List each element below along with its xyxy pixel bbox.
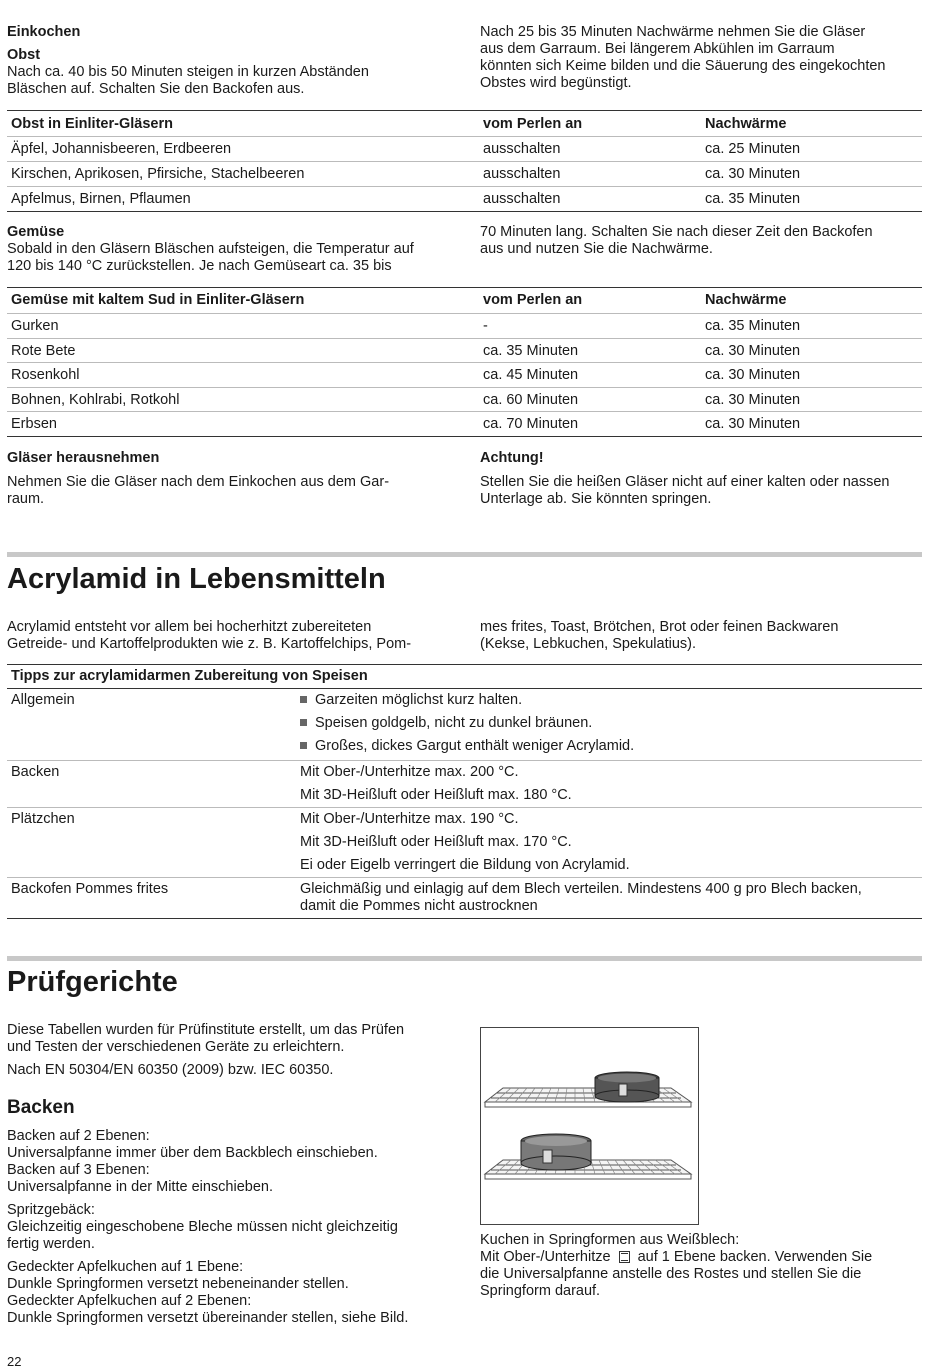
lower-springform [521,1134,591,1170]
table-cell: ca. 30 Minuten [701,162,922,187]
backen-line: Backen auf 3 Ebenen: [7,1162,150,1178]
line-text: Mit 3D-Heißluft oder Heißluft max. 170 °C. [300,834,572,850]
table-header: vom Perlen an [483,292,583,308]
gemuese-text-1: Sobald in den Gläsern Bläschen aufsteigen, die Temperatur auf [7,241,414,257]
gemuese-left [7,224,457,275]
section-divider [7,552,922,557]
table-row [7,412,922,437]
line-text: Gleichmäßig und einlagig auf dem Blech verteilen. Mindestens 400 g pro Blech backen, [300,881,862,897]
table-row-content [296,878,922,919]
page-number: 22 [7,1354,22,1369]
caption-text: auf 1 Ebene backen. Verwenden Sie [637,1249,873,1265]
acrylamid-text-4: (Kekse, Lebkuchen, Spekulatius). [480,636,697,652]
table-cell: ca. 30 Minuten [701,412,922,437]
achtung-heading: Achtung! [480,450,544,466]
caption-line: die Universalpfanne anstelle des Rostes und stellen Sie die [480,1266,862,1282]
table-row [7,187,922,212]
spritz-line: fertig werden. [7,1236,95,1252]
acrylamid-right [480,619,925,653]
caption-line [480,1249,925,1266]
table-cell: Rote Bete [7,338,479,363]
spritz-line: Gleichzeitig eingeschobene Bleche müssen nicht gleichzeitig [7,1219,398,1235]
table-cell: ca. 35 Minuten [479,338,701,363]
nachwaerme-text-3: könnten sich Keime bilden und die Säuerung des eingekochten [480,58,886,74]
backen-line: Universalpfanne in der Mitte einschieben. [7,1179,273,1195]
caption-line: Kuchen in Springformen aus Weißblech: [480,1232,740,1248]
spritz-line: Spritzgebäck: [7,1202,95,1218]
top-bottom-heat-icon [619,1251,630,1263]
table-row [7,689,922,761]
table-cell: ca. 70 Minuten [479,412,701,437]
table-header-row [7,665,922,689]
table-header: Obst in Einliter-Gläsern [11,116,173,132]
acrylamid-title: Acrylamid in Lebensmitteln [7,563,386,595]
list-item-text: Garzeiten möglichst kurz halten. [315,692,523,708]
apfel-line: Dunkle Springformen versetzt nebeneinander stellen. [7,1276,349,1292]
nachwaerme-text-4: Obstes wird begünstigt. [480,75,632,91]
glaeser-heading: Gläser herausnehmen [7,450,160,466]
table-header: Gemüse mit kaltem Sud in Einliter-Gläsern [11,292,305,308]
glaeser-left [7,450,457,508]
acrylamid-text-2: Getreide- und Kartoffelprodukten wie z. B. Kartoffelchips, Pom- [7,636,412,652]
apfel-line: Dunkle Springformen versetzt übereinander stellen, siehe Bild. [7,1310,409,1326]
table-cell: Erbsen [7,412,479,437]
rack-illustration [481,1028,698,1224]
table-row [7,137,922,162]
einkochen-heading: Einkochen [7,24,81,40]
intro-text-2: und Testen der verschiedenen Geräte zu erleichtern. [7,1039,345,1055]
obst-text-2: Bläschen auf. Schalten Sie den Backofen aus. [7,81,305,97]
gemuese-table [7,287,922,437]
bullet-icon [300,696,307,703]
table-row-content [296,808,922,878]
table-row [7,314,922,339]
glaeser-text-2: raum. [7,491,45,507]
list-item [300,712,918,735]
glaeser-text-1: Nehmen Sie die Gläser nach dem Einkochen aus dem Gar- [7,474,390,490]
table-cell: ca. 35 Minuten [701,314,922,339]
obst-text-1: Nach ca. 40 bis 50 Minuten steigen in kurzen Abständen [7,64,369,80]
table-cell: Bohnen, Kohlrabi, Rotkohl [7,387,479,412]
table-header-row [7,111,922,137]
table-cell: - [479,314,701,339]
caption-text: Mit Ober-/Unterhitze [480,1249,611,1265]
table-title: Tipps zur acrylamidarmen Zubereitung von Speisen [7,665,922,689]
table-cell: ca. 60 Minuten [479,387,701,412]
table-cell: Apfelmus, Birnen, Pflaumen [7,187,479,212]
upper-springform [595,1072,659,1102]
backen-instructions [7,1128,467,1327]
norm-text: Nach EN 50304/EN 60350 (2009) bzw. IEC 60350. [7,1062,334,1078]
table-row-content [296,689,922,761]
pruef-intro [7,1022,467,1079]
table-header: Nachwärme [705,292,787,308]
acrylamid-table [7,664,922,919]
acrylamid-text-3: mes frites, Toast, Brötchen, Brot oder feinen Backwaren [480,619,839,635]
table-row-label: Backen [7,761,296,808]
table-cell: Gurken [7,314,479,339]
gemuese-subheading: Gemüse [7,224,65,240]
einkochen-right [480,24,925,92]
table-row [7,878,922,919]
obst-subheading: Obst [7,47,41,63]
nachwaerme-text-2: aus dem Garraum. Bei längerem Abkühlen im Garraum [480,41,835,57]
table-cell: Kirschen, Aprikosen, Pfirsiche, Stachelbeeren [7,162,479,187]
table-cell: ausschalten [479,162,701,187]
list-item [300,689,918,712]
acrylamid-text-1: Acrylamid entsteht vor allem bei hocherhitzt zubereiteten [7,619,372,635]
table-cell: ausschalten [479,187,701,212]
table-cell: ca. 45 Minuten [479,363,701,388]
figure-caption [480,1232,925,1300]
table-row-label: Backofen Pommes frites [7,878,296,919]
caption-line: Springform darauf. [480,1283,601,1299]
table-cell: ca. 25 Minuten [701,137,922,162]
list-item-text: Großes, dickes Gargut enthält weniger Acrylamid. [315,738,635,754]
table-row [7,761,922,808]
bullet-icon [300,719,307,726]
obst-table [7,110,922,212]
table-row [7,808,922,878]
table-header: Nachwärme [705,116,787,132]
table-row [7,387,922,412]
apfel-line: Gedeckter Apfelkuchen auf 1 Ebene: [7,1259,244,1275]
apfel-line: Gedeckter Apfelkuchen auf 2 Ebenen: [7,1293,252,1309]
gemuese-text-2: 120 bis 140 °C zurückstellen. Je nach Gemüseart ca. 35 bis [7,258,392,274]
gemuese-text-4: aus und nutzen Sie die Nachwärme. [480,241,713,257]
table-row-label: Allgemein [11,692,75,708]
table-cell: ausschalten [479,137,701,162]
achtung-text-2: Unterlage ab. Sie könnten springen. [480,491,712,507]
list-item-text: Speisen goldgelb, nicht zu dunkel bräunen. [315,715,593,731]
table-row-content [296,761,922,808]
section-divider [7,956,922,961]
line-text: damit die Pommes nicht austrocknen [300,898,538,914]
achtung-text-1: Stellen Sie die heißen Gläser nicht auf einer kalten oder nassen [480,474,890,490]
table-cell: Rosenkohl [7,363,479,388]
nachwaerme-text-1: Nach 25 bis 35 Minuten Nachwärme nehmen Sie die Gläser [480,24,866,40]
gemuese-text-3: 70 Minuten lang. Schalten Sie nach dieser Zeit den Backofen [480,224,873,240]
table-row-label: Plätzchen [7,808,296,878]
table-header: vom Perlen an [483,116,583,132]
line-text: Mit Ober-/Unterhitze max. 200 °C. [300,764,519,780]
springform-illustration [480,1027,699,1225]
acrylamid-left [7,619,457,653]
bullet-icon [300,742,307,749]
table-cell: ca. 30 Minuten [701,387,922,412]
achtung-right [480,450,925,508]
backen-line: Universalpfanne immer über dem Backblech einschieben. [7,1145,378,1161]
table-cell: Äpfel, Johannisbeeren, Erdbeeren [7,137,479,162]
upper-rack [485,1088,691,1107]
table-cell: ca. 35 Minuten [701,187,922,212]
intro-text-1: Diese Tabellen wurden für Prüfinstitute erstellt, um das Prüfen [7,1022,405,1038]
gemuese-right [480,224,925,258]
pruefgerichte-title: Prüfgerichte [7,966,178,998]
list-item [300,735,918,758]
table-row [7,162,922,187]
table-cell: ca. 30 Minuten [701,363,922,388]
table-row [7,363,922,388]
line-text: Mit 3D-Heißluft oder Heißluft max. 180 °C. [300,787,572,803]
table-header-row [7,288,922,314]
line-text: Mit Ober-/Unterhitze max. 190 °C. [300,811,519,827]
table-cell: ca. 30 Minuten [701,338,922,363]
einkochen-left [7,24,447,98]
line-text: Ei oder Eigelb verringert die Bildung von Acrylamid. [300,857,630,873]
table-row [7,338,922,363]
backen-line: Backen auf 2 Ebenen: [7,1128,150,1144]
backen-subheading: Backen [7,1097,75,1118]
